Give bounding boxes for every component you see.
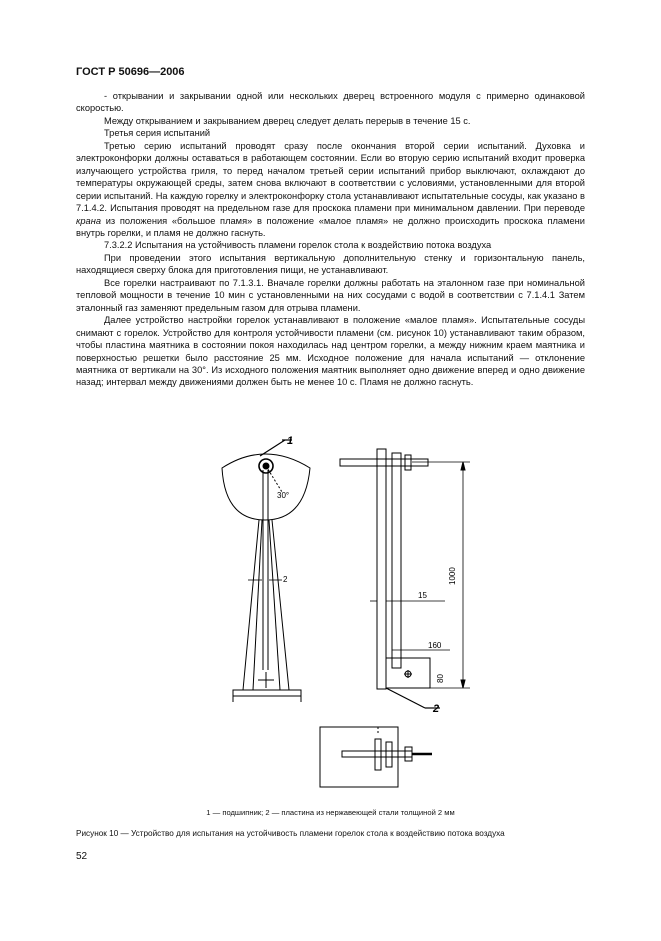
plate-column: [392, 453, 401, 668]
callout-1: 1: [287, 435, 294, 447]
paragraph: - открывании и закрывании одной или нескольких дверец встроенного модуля с примерно одинаковой скоростью.: [76, 91, 585, 114]
page-number: 52: [76, 851, 88, 862]
plan-view: [320, 727, 432, 787]
plan-post: [375, 739, 381, 770]
document-header: ГОСТ Р 50696—2006: [76, 66, 185, 78]
paragraph: Все горелки настраивают по 7.1.3.1. Вначале горелки должны работать на эталонном газе при номинальной тепловой мощности в течение 10 мин с установленными на них сосудами с водой в соответствии с 7.1.4.1 Затем эталонный газ заменяют предельным газом для отрыва пламени.: [76, 277, 585, 313]
paragraph-text: Третью серию испытаний проводят сразу после окончания второй серии испытаний. Духовка и электроконфорки должны оставаться в работающем состоянии. Если во вторую серию испытаний входит проверка излучающего устройства гриля, то перед началом третьей серии испытаний прибор выключают, охлаждают до температуры окружающей среды, затем снова включают в соответствии с условиями, установленными для второй серии испытаний. На каждую горелку и электроконфорку стола устанавливают испытательные сосуды, как указано в 7.1.4.2. Испытания проводят на предельном газе для проскока пламени при минимальном давлении. При переводе: [76, 140, 585, 214]
figure-caption: Рисунок 10 — Устройство для испытания на устойчивость пламени горелок стола к воздействию потока воздуха: [76, 829, 505, 838]
section-heading: 7.3.2.2 Испытания на устойчивость пламени горелок стола к воздействию потока воздуха: [104, 240, 492, 251]
dim-160-label: 160: [428, 641, 442, 650]
plan-nut: [405, 747, 412, 761]
dim-80-label: 80: [436, 674, 445, 683]
stand-base: [233, 690, 301, 696]
paragraph: Третья серия испытаний: [104, 128, 211, 139]
paragraph: При проведении этого испытания вертикальную дополнительную стенку и горизонтальную панель, находящиеся сверху блока для приготовления пищи, не устанавливают.: [76, 252, 585, 276]
top-rod: [340, 459, 428, 466]
dim-15-label: 15: [418, 591, 427, 600]
paragraph: Между открыванием и закрыванием дверец следует делать перерыв в течение 15 с.: [104, 115, 471, 126]
width-label: 2: [283, 575, 288, 584]
front-view: [222, 440, 310, 702]
vertical-post: [377, 449, 386, 689]
figure-legend: 1 — подшипник; 2 — пластина из нержавеющей стали толщиной 2 мм: [206, 808, 455, 817]
paragraph-text-cont: из положения «большое пламя» в положение «малое пламя» не должно происходить проскока пламени внутрь горелки, и пламя не должно гаснуть.: [76, 215, 585, 238]
stand-leg-inner-left: [253, 520, 262, 690]
callout-2: 2: [433, 703, 440, 715]
stand-leg-left: [243, 520, 259, 690]
height-label: 1000: [448, 567, 457, 585]
angle-label: 30°: [277, 491, 290, 500]
paragraph: Далее устройство настройки горелок устанавливают в положение «малое пламя». Испытательные сосуды снимают с горелок. Устройство для контроля устойчивости пламени (см. рисунок 10) устанавливают таким образом, чтобы пластина маятника в состоянии покоя находилась над центром горелки, а между нижним краем маятника и поверхностью решетки было расстояние 25 мм. Исходное положение для начала испытаний — отклонение маятника от вертикали на 30°. Из исходного положения маятник выполняет одно движение вперед и одно движение назад; интервал между движениями должен быть не менее 10 с. Пламя не должно гаснуть.: [76, 315, 585, 388]
callout-leader-1: [260, 440, 285, 456]
plan-rod: [342, 751, 412, 757]
callout-leader-2: [386, 688, 425, 708]
plan-post-2: [386, 742, 392, 767]
arrow-top: [461, 462, 465, 470]
nut: [405, 455, 411, 470]
italic-term: крана: [76, 215, 102, 226]
arrow-bottom: [461, 680, 465, 688]
